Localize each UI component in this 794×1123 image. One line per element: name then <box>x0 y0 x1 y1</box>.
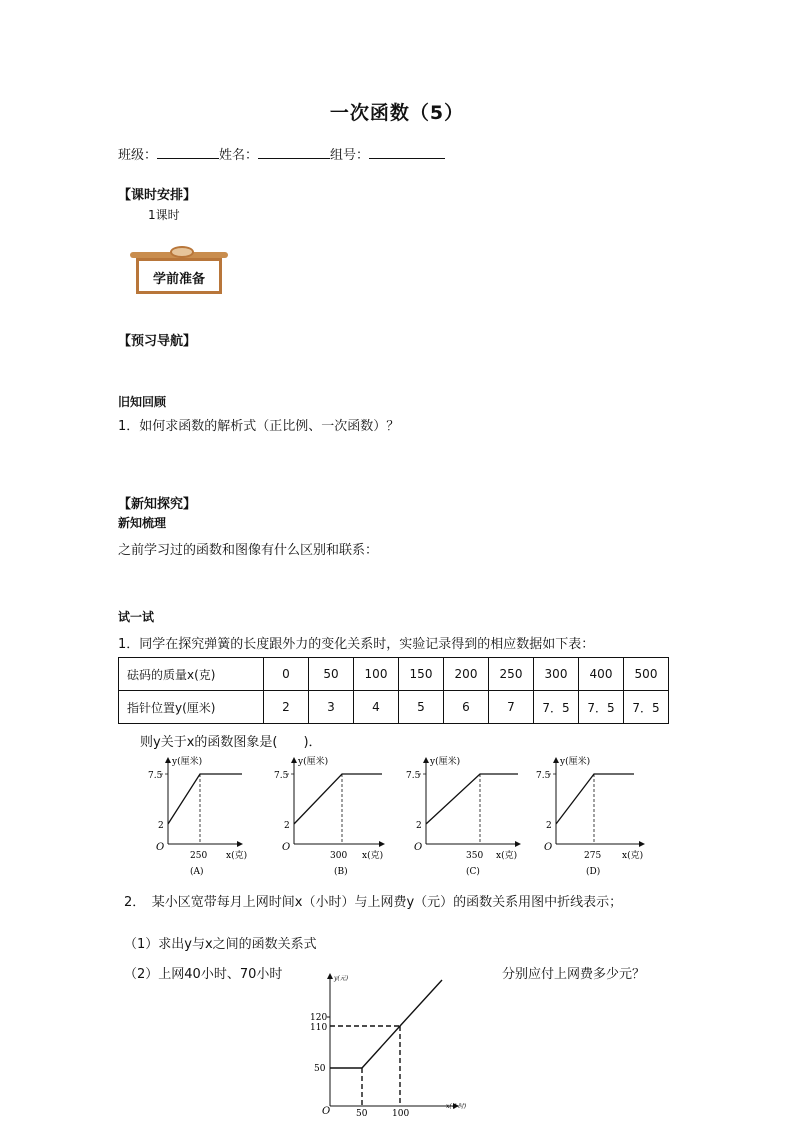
spring-data-table <box>118 657 669 724</box>
x-axis-label: x(克) <box>226 851 248 861</box>
table-cell: 3 <box>309 691 354 724</box>
y-axis-label: y(厘米) <box>298 757 329 767</box>
table-cell: 7．5 <box>624 691 669 724</box>
option-label: (C) <box>466 867 480 877</box>
turn-x-label: 300 <box>330 851 348 861</box>
schedule-content: 1课时 <box>148 208 180 222</box>
origin-label: O <box>156 842 165 853</box>
class-label: 班级： <box>118 148 158 163</box>
y-start-label: 2 <box>416 821 422 831</box>
try-question-2-part-2b: 分别应付上网费多少元？ <box>502 967 646 982</box>
schedule-heading: 【课时安排】 <box>118 188 197 203</box>
row-header-mass: 砝码的质量x(克) <box>119 658 264 691</box>
y-top-label: 7.5 <box>406 771 421 781</box>
table-cell: 200 <box>444 658 489 691</box>
table-cell: 500 <box>624 658 669 691</box>
y-top-label: 7.5 <box>148 771 163 781</box>
turn-x-label: 250 <box>190 851 208 861</box>
table-cell: 5 <box>399 691 444 724</box>
table-cell: 0 <box>264 658 309 691</box>
y-start-label: 2 <box>158 821 164 831</box>
preview-heading: 【预习导航】 <box>118 334 197 349</box>
table-cell: 7．5 <box>579 691 624 724</box>
y-axis-label: y(元) <box>334 975 349 982</box>
origin-label: O <box>322 1106 331 1117</box>
y-axis-label: y(厘米) <box>560 757 591 767</box>
y-start-label: 2 <box>546 821 552 831</box>
table-cell: 7．5 <box>534 691 579 724</box>
origin-label: O <box>282 842 291 853</box>
try-question-1-ask: 则y关于x的函数图象是( )． <box>140 735 322 750</box>
table-cell: 2 <box>264 691 309 724</box>
table-row <box>119 691 669 724</box>
table-row <box>119 658 669 691</box>
y-tick-label: 110 <box>310 1023 328 1033</box>
preparation-badge <box>130 250 228 296</box>
option-label: (D) <box>586 867 601 877</box>
graph-option-c <box>406 755 520 877</box>
table-cell: 300 <box>534 658 579 691</box>
explore-subheading: 新知梳理 <box>118 516 167 530</box>
class-blank[interactable] <box>157 146 219 159</box>
table-cell: 250 <box>489 658 534 691</box>
x-tick-label: 50 <box>356 1109 368 1118</box>
fee-chart <box>300 968 500 1118</box>
graph-option-b <box>274 755 384 877</box>
badge-label: 学前准备 <box>152 272 205 287</box>
y-start-label: 2 <box>284 821 290 831</box>
origin-label: O <box>544 842 553 853</box>
badge-knot <box>170 246 194 258</box>
x-axis-label: x(小时) <box>446 1103 467 1110</box>
x-axis-label: x(克) <box>622 851 644 861</box>
table-cell: 150 <box>399 658 444 691</box>
student-info-line <box>118 144 445 163</box>
name-label: 姓名： <box>219 148 259 163</box>
y-tick-label: 120 <box>310 1013 328 1023</box>
try-question-2-part-2a: （2）上网40小时、70小时 <box>124 967 283 982</box>
option-label: (A) <box>190 867 204 877</box>
option-label: (B) <box>334 867 348 877</box>
table-cell: 400 <box>579 658 624 691</box>
x-tick-label: 100 <box>392 1109 410 1118</box>
try-question-2: 2． 某小区宽带每月上网时间x（小时）与上网费y（元）的函数关系用图中折线表示； <box>124 895 623 910</box>
group-blank[interactable] <box>369 146 445 159</box>
try-question-1: 1．同学在探究弹簧的长度跟外力的变化关系时，实验记录得到的相应数据如下表： <box>118 637 595 652</box>
review-question-1: 1．如何求函数的解析式（正比例、一次函数）？ <box>118 419 400 434</box>
x-axis-label: x(克) <box>496 851 518 861</box>
explore-text: 之前学习过的函数和图像有什么区别和联系： <box>118 543 379 558</box>
y-tick-label: 50 <box>314 1064 326 1074</box>
table-cell: 50 <box>309 658 354 691</box>
try-question-2-part-1: （1）求出y与x之间的函数关系式 <box>124 937 317 952</box>
turn-x-label: 275 <box>584 851 602 861</box>
group-label: 组号： <box>330 148 370 163</box>
row-header-position: 指针位置y(厘米) <box>119 691 264 724</box>
y-top-label: 7.5 <box>536 771 551 781</box>
review-heading: 旧知回顾 <box>118 395 167 409</box>
option-graphs <box>140 752 660 880</box>
table-cell: 6 <box>444 691 489 724</box>
graph-option-d <box>536 755 644 877</box>
table-cell: 4 <box>354 691 399 724</box>
fee-line <box>330 980 442 1068</box>
turn-x-label: 350 <box>466 851 484 861</box>
y-axis-label: y(厘米) <box>430 757 461 767</box>
try-heading: 试一试 <box>118 610 155 624</box>
table-cell: 7 <box>489 691 534 724</box>
page-title: 一次函数（5） <box>329 102 465 124</box>
name-blank[interactable] <box>258 146 330 159</box>
table-cell: 100 <box>354 658 399 691</box>
graph-option-a <box>148 755 247 877</box>
x-axis-label: x(克) <box>362 851 384 861</box>
explore-heading: 【新知探究】 <box>118 497 197 512</box>
y-axis-label: y(厘米) <box>172 757 203 767</box>
y-top-label: 7.5 <box>274 771 289 781</box>
origin-label: O <box>414 842 423 853</box>
